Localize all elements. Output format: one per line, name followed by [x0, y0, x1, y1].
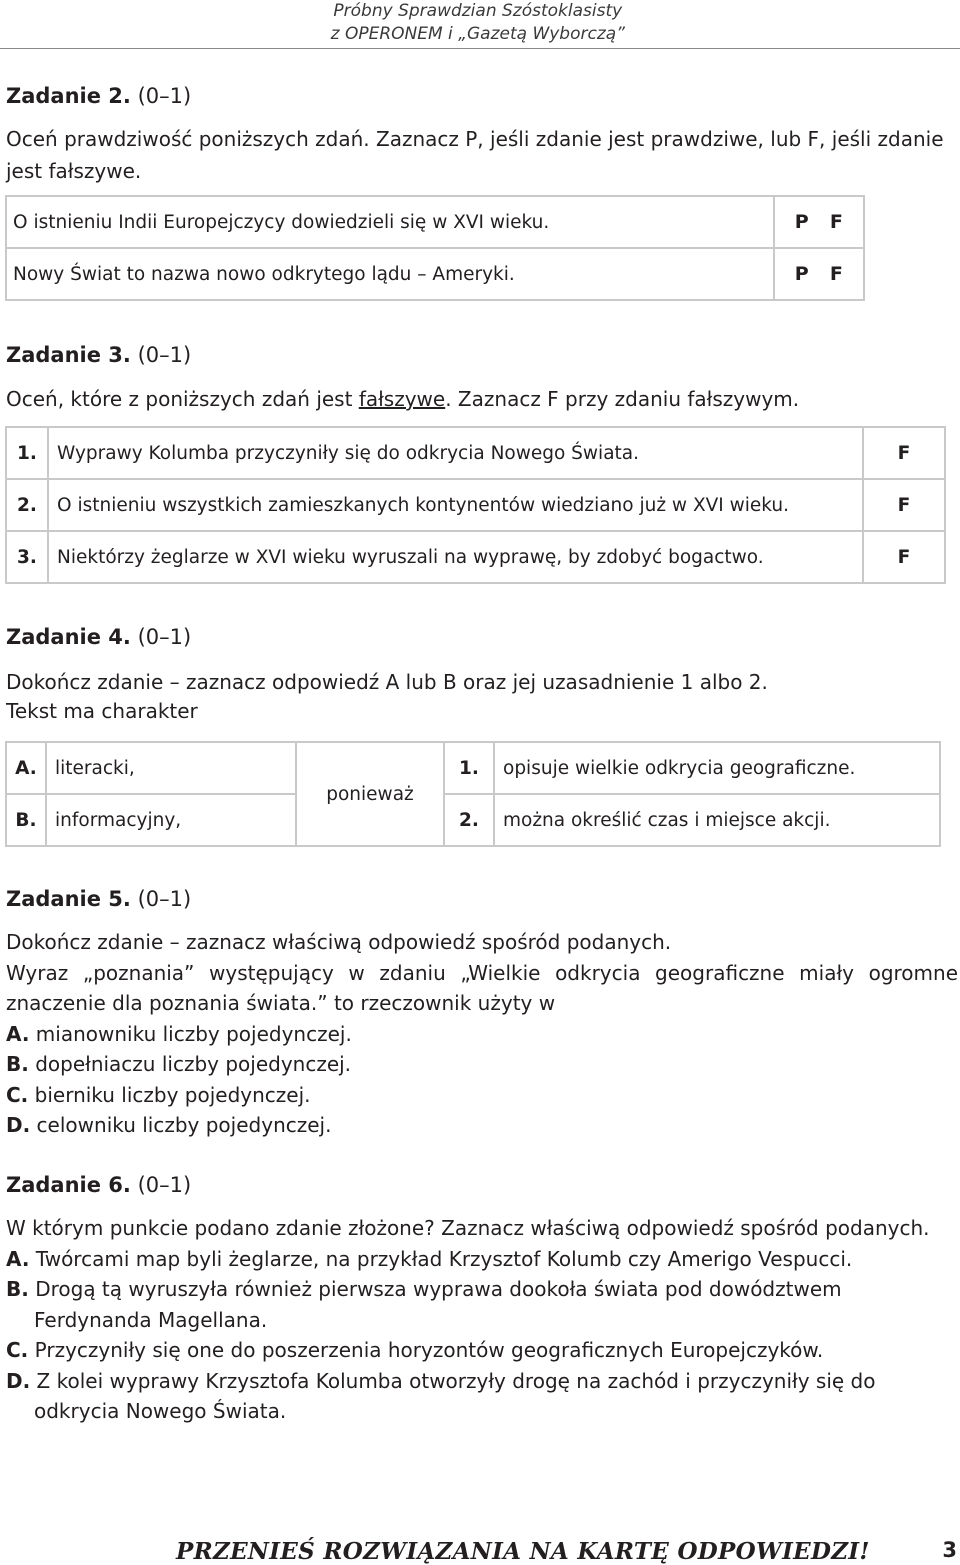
row-number: 3.	[6, 531, 48, 583]
option-b[interactable]: B. dopełniaczu liczby pojedynczej.	[6, 1052, 352, 1076]
option-b-letter[interactable]: B.	[6, 794, 46, 846]
task-3-instruction: Oceń, które z poniższych zdań jest fałszywe. Zaznacz F przy zdaniu fałszywym.	[6, 387, 800, 411]
option-a[interactable]: A. Twórcami map byli żeglarze, na przykład Krzysztof Kolumb czy Amerigo Vespucci.	[6, 1246, 853, 1271]
option-b[interactable]: B. Drogą tą wyruszyła również pierwsza wyprawa dookoła świata pod dowództwem Ferdynanda Magellana.	[6, 1277, 842, 1332]
task-2-instruction: Oceń prawdziwość poniższych zdań. Zaznacz P, jeśli zdanie jest prawdziwe, lub F, jeśli zdanie jest fałszywe.	[6, 127, 944, 183]
statement: Wyprawy Kolumba przyczyniły się do odkrycia Nowego Świata.	[48, 427, 863, 479]
header-line-2: z OPERONEM i „Gazetą Wyborczą”	[330, 24, 625, 44]
option-b-text[interactable]: informacyjny,	[46, 794, 296, 846]
task-6-body	[6, 1213, 958, 1427]
task-4-lead: Tekst ma charakter	[6, 699, 198, 723]
pf-choice	[774, 248, 864, 300]
option-c[interactable]: C. bierniku liczby pojedynczej.	[6, 1082, 311, 1107]
statement: O istnieniu Indii Europejczycy dowiedzieli się w XVI wieku.	[6, 196, 774, 248]
option-d[interactable]: D. celowniku liczby pojedynczej.	[6, 1113, 332, 1137]
option-a[interactable]: A. mianowniku liczby pojedynczej.	[6, 1021, 352, 1046]
option-p[interactable]: P	[794, 263, 809, 285]
row-number: 2.	[6, 479, 48, 531]
option-a-letter[interactable]: A.	[6, 742, 46, 794]
header-line-1: Próbny Sprawdzian Szóstoklasisty	[333, 1, 623, 21]
task-4-table	[5, 741, 941, 847]
task-5-title: Zadanie 5. (0–1)	[6, 887, 192, 911]
task-4-title: Zadanie 4. (0–1)	[6, 625, 192, 649]
task-4-instruction: Dokończ zdanie – zaznacz odpowiedź A lub B oraz jej uzasadnienie 1 albo 2. Tekst ma charakter	[6, 666, 956, 727]
option-f[interactable]: F	[829, 211, 843, 233]
task-5-instruction: Dokończ zdanie – zaznacz właściwą odpowiedź spośród podanych.	[6, 930, 672, 954]
statement: Niektórzy żeglarze w XVI wieku wyruszali na wyprawę, by zdobyć bogactwo.	[48, 531, 863, 583]
task-5-body	[6, 927, 958, 1141]
option-d[interactable]: D. Z kolei wyprawy Krzysztofa Kolumba otworzyły drogę na zachód i przyczyniły się do odkrycia Nowego Świata.	[6, 1368, 876, 1423]
connector: ponieważ	[296, 742, 444, 846]
task-6-instruction: W którym punkcie podano zdanie złożone? Zaznacz właściwą odpowiedź spośród podanych.	[6, 1216, 930, 1240]
reason-1-num[interactable]: 1.	[444, 742, 494, 794]
task-3-title: Zadanie 3. (0–1)	[6, 343, 192, 367]
task-2-table	[5, 195, 865, 301]
task-2-title: Zadanie 2. (0–1)	[6, 84, 192, 108]
task-3-row	[6, 531, 945, 583]
emphasis-false: fałszywe	[358, 387, 446, 411]
row-number: 1.	[6, 427, 48, 479]
option-a-text[interactable]: literacki,	[46, 742, 296, 794]
reason-2-num[interactable]: 2.	[444, 794, 494, 846]
task-3-table	[5, 426, 946, 584]
reason-1-text[interactable]: opisuje wielkie odkrycia geograficzne.	[494, 742, 940, 794]
footer-reminder: PRZENIEŚ ROZWIĄZANIA NA KARTĘ ODPOWIEDZI!	[176, 1538, 870, 1565]
task-2-row	[6, 248, 864, 300]
running-header	[331, 0, 625, 46]
task-3-row	[6, 479, 945, 531]
pf-choice	[774, 196, 864, 248]
page-number: 3	[942, 1538, 957, 1562]
option-f[interactable]: F	[863, 427, 945, 479]
option-f[interactable]: F	[829, 263, 843, 285]
statement: O istnieniu wszystkich zamieszkanych kontynentów wiedziano już w XVI wieku.	[48, 479, 863, 531]
option-c[interactable]: C. Przyczyniły się one do poszerzenia horyzontów geograficznych Europejczyków.	[6, 1338, 824, 1362]
task-3-row	[6, 427, 945, 479]
reason-2-text[interactable]: można określić czas i miejsce akcji.	[494, 794, 940, 846]
option-f[interactable]: F	[863, 531, 945, 583]
statement: Nowy Świat to nazwa nowo odkrytego lądu – Ameryki.	[6, 248, 774, 300]
task-5-lead: Wyraz „poznania” występujący w zdaniu „Wielkie odkrycia geograficzne miały ogromne znaczenie dla poznania świata.” to rzeczownik użyty w	[6, 960, 958, 1015]
task-6-title: Zadanie 6. (0–1)	[6, 1173, 192, 1197]
task-2-row	[6, 196, 864, 248]
option-f[interactable]: F	[863, 479, 945, 531]
header-divider	[0, 48, 960, 49]
option-p[interactable]: P	[794, 211, 809, 233]
